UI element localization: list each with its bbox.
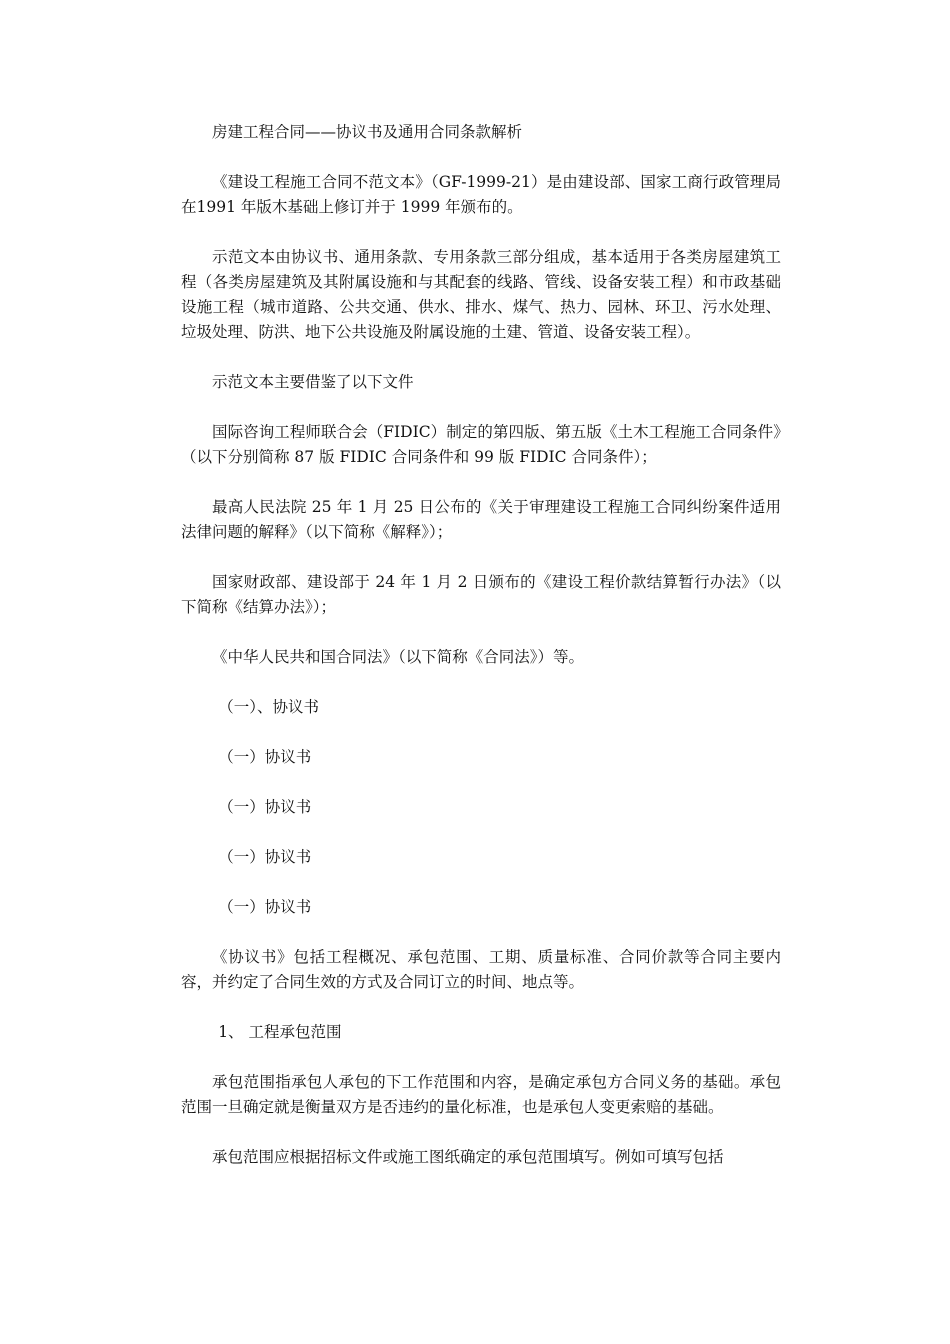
section-heading-agreement-3: （一）协议书 xyxy=(218,798,312,816)
section-heading-agreement-2: （一）协议书 xyxy=(218,748,312,766)
paragraph-standard-text-intro: 《建设工程施工合同不范文本》（GF-1999-21）是由建设部、国家工商行政管理局在1991 年版木基础上修订并于 1999 年颁布的。 xyxy=(181,173,781,216)
document-page xyxy=(181,120,781,1195)
paragraph-scope-definition: 承包范围指承包人承包的下工作范围和内容，是确定承包方合同义务的基础。承包范围一旦确定就是衡量双方是否违约的量化标准，也是承包人变更索赔的基础。 xyxy=(181,1073,781,1116)
paragraph-agreement-contents: 《协议书》包括工程概况、承包范围、工期、质量标准、合同价款等合同主要内容，并约定了合同生效的方式及合同订立的时间、地点等。 xyxy=(181,948,781,991)
paragraph-reference-court-interpretation: 最高人民法院 25 年 1 月 25 日公布的《关于审理建设工程施工合同纠纷案件适用法律问题的解释》（以下简称《解释》）； xyxy=(181,498,781,541)
section-heading-agreement: （一）、协议书 xyxy=(218,698,319,716)
paragraph-reference-contract-law: 《中华人民共和国合同法》（以下简称《合同法》）等。 xyxy=(212,648,585,666)
section-heading-agreement-5: （一）协议书 xyxy=(218,898,312,916)
section-heading-agreement-4: （一）协议书 xyxy=(218,848,312,866)
document-title: 房建工程合同——协议书及通用合同条款解析 xyxy=(212,123,523,141)
paragraph-reference-settlement-measures: 国家财政部、建设部于 24 年 1 月 2 日颁布的《建设工程价款结算暂行办法》（以下简称《结算办法》）； xyxy=(181,573,781,616)
subsection-heading-scope: 1、 工程承包范围 xyxy=(218,1023,342,1041)
paragraph-reference-fidic: 国际咨询工程师联合会（FIDIC）制定的第四版、第五版《土木工程施工合同条件》（以下分别简称 87 版 FIDIC 合同条件和 99 版 FIDIC 合同条件）； xyxy=(181,423,781,466)
paragraph-scope-of-application: 示范文本由协议书、通用条款、专用条款三部分组成，基本适用于各类房屋建筑工程（各类房屋建筑及其附属设施和与其配套的线路、管线、设备安装工程）和市政基础设施工程（城市道路、公共交通、供水、排水、煤气、热力、园林、环卫、污水处理、垃圾处理、防洪、地下公共设施及附属设施的土建、管道、设备安装工程）。 xyxy=(181,248,781,341)
paragraph-scope-filling: 承包范围应根据招标文件或施工图纸确定的承包范围填写。例如可填写包括 xyxy=(212,1148,724,1166)
paragraph-reference-intro: 示范文本主要借鉴了以下文件 xyxy=(212,373,414,391)
